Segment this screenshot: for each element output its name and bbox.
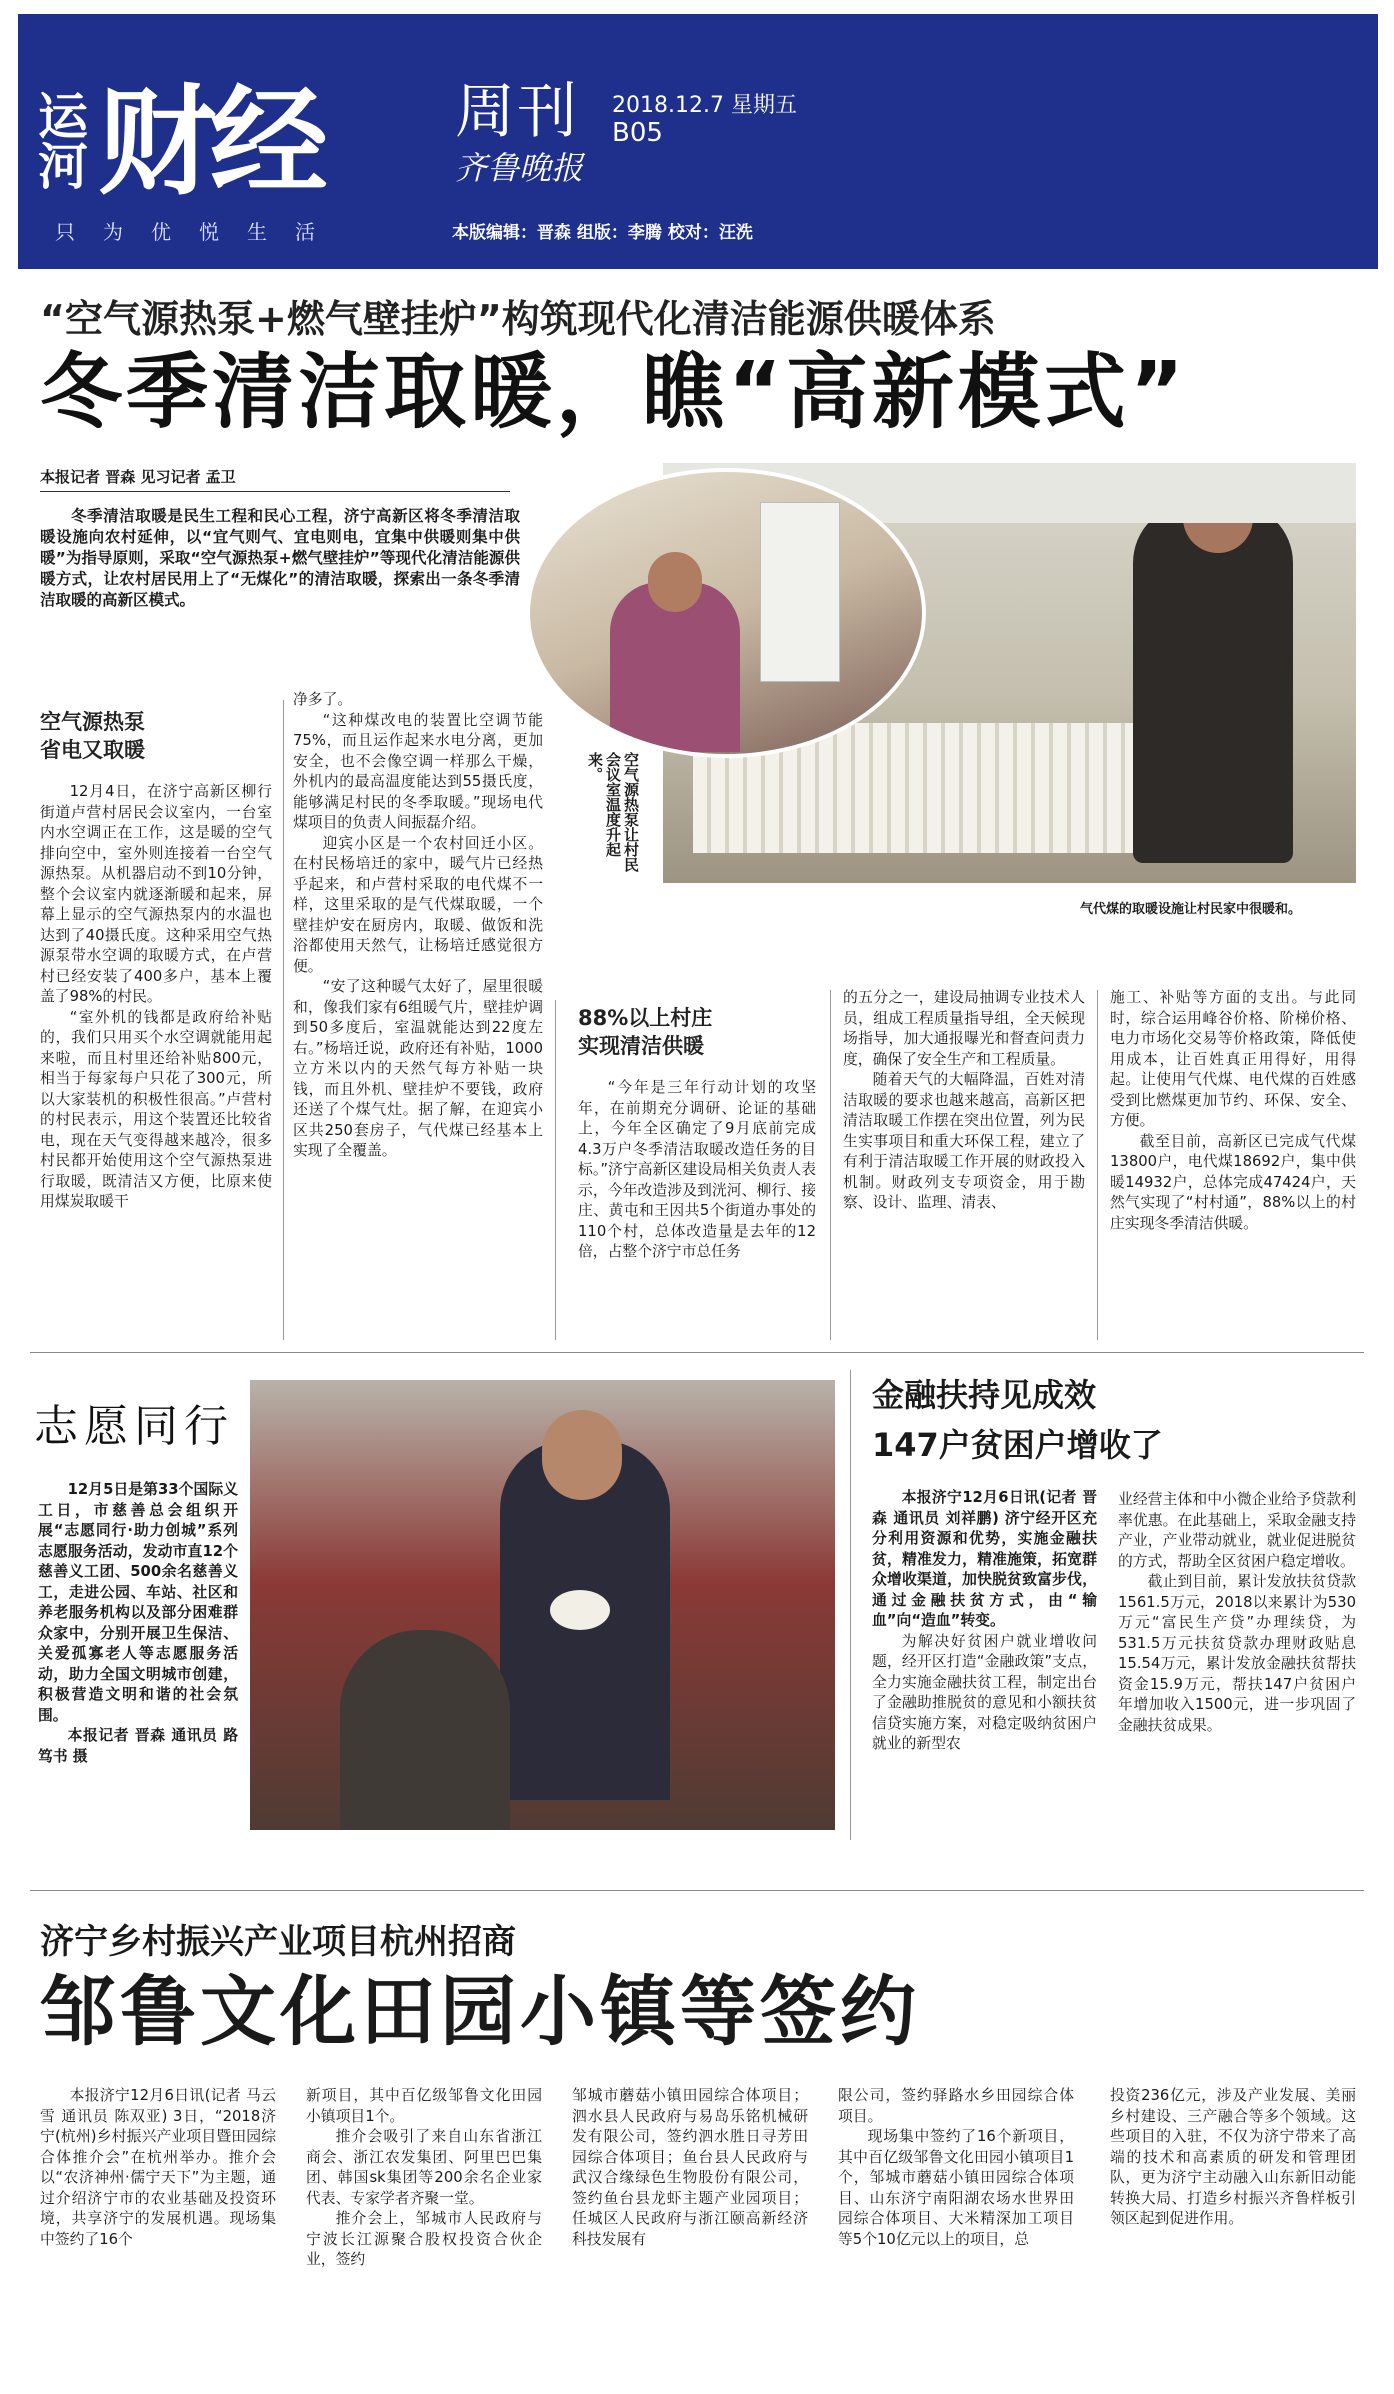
story1-byline: 本报记者 晋森 见习记者 孟卫 (40, 466, 510, 492)
story1-subtitle-b: 88%以上村庄 实现清洁供暖 (578, 1006, 713, 1058)
editors-credit: 本版编辑：晋森 组版：李腾 校对：汪洗 (452, 223, 753, 243)
paragraph: “这种煤改电的装置比空调节能75%，而且运作起来水电分离，更加安全，也不会像空调一样那么干燥，外机内的最高温度能达到55摄氏度，能够满足村民的冬季取暖。”现场电代煤项目的负责人间振磊介绍。 (293, 711, 543, 831)
paragraph: 限公司，签约驿路水乡田园综合体项目。 (838, 2087, 1074, 2125)
paragraph: 的五分之一，建设局抽调专业技术人员，组成工程质量指导组，全天候现场指导，加大通报曝光和督查问责力度，确保了安全生产和工程质量。 (843, 989, 1085, 1068)
paragraph: “室外机的钱都是政府给补贴的，我们只用买个水空调就能用起来啦，而且村里还给补贴800元，相当于每家每户只花了300元，所以大家装机的积极性很高。”卢营村的村民表示，用这个装置还比较省电，现在天气变得越来越冷，很多村民都开始使用这个空气源热泵进行取暖，既清洁又方便，比原来使用煤炭取暖干 (40, 1008, 272, 1210)
story3-headline: 邹鲁文化田园小镇等签约 (40, 1967, 920, 2056)
story3-col5 (1110, 2086, 1356, 2376)
column-divider (283, 700, 284, 1340)
column-divider (555, 1000, 556, 1340)
paragraph: 施工、补贴等方面的支出。与此同时，综合运用峰谷价格、阶梯价格、电力市场化交易等价格政策，降低使用成本，让百姓真正用得好，用得起。让使用气代煤、电代煤的百姓感受到比燃煤更加节约、环保、安全、方便。 (1110, 989, 1356, 1129)
photo1-caption: 气代煤的取暖设施让村民家中很暖和。 (1080, 902, 1302, 917)
story1-headline: 冬季清洁取暖，瞧“高新模式” (40, 345, 1188, 440)
story1-col1 (40, 782, 272, 1342)
paragraph: 迎宾小区是一个农村回迁小区。在村民杨培迁的家中，暖气片已经热乎起来，和卢营村采取的电代煤不一样，这里采取的是气代煤取暖，一个壁挂炉安在厨房内，取暖、做饭和洗浴都使用天然气，让杨培迁感觉很方便。 (293, 834, 543, 975)
finance-col1 (872, 1488, 1097, 1828)
finance-title-1: 金融扶持见成效 (872, 1376, 1097, 1414)
column-divider (850, 1370, 851, 1840)
volunteer-title: 志愿同行 (34, 1401, 234, 1452)
woman-head (648, 552, 702, 612)
volunteer-body (38, 1480, 238, 1830)
story1-col4 (843, 988, 1085, 1340)
photo-volunteers (250, 1380, 835, 1830)
paragraph: 净多了。 (293, 691, 353, 708)
story3-col4 (838, 2086, 1074, 2376)
paragraph: 新项目，其中百亿级邹鲁文化田园小镇项目1个。 (306, 2087, 542, 2125)
column-divider (830, 990, 831, 1340)
paragraph: 推介会吸引了来自山东省浙江商会、浙江农发集团、阿里巴巴集团、韩国sk集团等200余名企业家代表、专家学者齐聚一堂。 (306, 2128, 542, 2207)
paragraph: 12月4日，在济宁高新区柳行街道卢营村居民会议室内，一台室内水空调正在工作，这是暖的空气排向空中，室外则连接着一台空气源热泵。从机器启动不到10分钟，整个会议室内就逐渐暖和起来，屏幕上显示的空气源热泵内的水温也达到了40摄氏度。这种采用空气热源泵带水空调的取暖方式，在卢营村已经安装了400多户，基本上覆盖了98%的村民。 (40, 783, 272, 1005)
newspaper-brand: 齐鲁晚报 (455, 149, 584, 187)
paragraph: 现场集中签约了16个新项目，其中百亿级邹鲁文化田园小镇项目1个，邹城市蘑菇小镇田园综合体项目、山东济宁南阳湖农场水世界田园综合体项目、大米精深加工项目等5个10亿元以上的项目，总 (838, 2128, 1074, 2248)
volunteer-head (542, 1410, 622, 1500)
paragraph: 本报济宁12月6日讯(记者 晋森 通讯员 刘祥鹏) 济宁经开区充分利用资源和优势，实施金融扶贫，精准发力，精准施策，拓宽群众增收渠道，加快脱贫致富步伐，通过金融扶贫方式，由“输血”向“造血”转变。 (872, 1489, 1097, 1629)
section-divider (30, 1352, 1364, 1353)
elderly-man-figure (340, 1630, 510, 1830)
section-divider (30, 1890, 1364, 1891)
story3-col2 (306, 2086, 542, 2376)
photo-inset-meeting-room (526, 468, 926, 758)
paragraph: 随着天气的大幅降温，百姓对清洁取暖的要求也越来越高，高新区把清洁取暖工作摆在突出位置，列为民生实事项目和重大环保工程，建立了有利于清洁取暖工作开展的财政投入机制。财政列支专项资金，用于勘察、设计、监理、清表、 (843, 1071, 1085, 1211)
story3-subhead: 济宁乡村振兴产业项目杭州招商 (40, 1922, 516, 1962)
story3-col3 (572, 2086, 808, 2376)
bowl-shape (550, 1590, 610, 1630)
air-conditioner-shape (760, 502, 840, 682)
column-divider (1097, 990, 1098, 1340)
logo-caijing: 财经 (98, 73, 323, 211)
paragraph: 截止到目前，累计发放扶贫贷款1561.5万元，2018以来累计为530万元“富民生产贷”办理续贷，为531.5万元扶贫贷款办理财政贴息15.54万元，累计发放金融扶贫帮扶资金15.9万元，帮扶147户贫困户年增加收入1500元，进一步巩固了金融扶贫成果。 (1118, 1573, 1356, 1734)
story1-col2 (293, 690, 543, 1340)
story1-col3 (578, 1078, 816, 1340)
finance-title-2: 147户贫困户增收了 (872, 1426, 1163, 1464)
logo-yunhe: 运河 (38, 87, 84, 196)
paragraph: 业经营主体和中小微企业给予贷款利率优惠。在此基础上，采取金融支持产业，产业带动就业，就业促进脱贫的方式，帮助全区贫困户稳定增收。 (1118, 1491, 1356, 1570)
story1-lead: 冬季清洁取暖是民生工程和民心工程，济宁高新区将冬季清洁取暖设施向农村延伸，以“宜气则气、宜电则电，宜集中供暖则集中供暖”为指导原则，采取“空气源热泵+燃气壁挂炉”等现代化清洁能源供暖方式，让农村居民用上了“无煤化”的清洁取暖，探索出一条冬季清洁取暖的高新区模式。 (40, 507, 520, 609)
paragraph: “安了这种暖气太好了，屋里很暖和，像我们家有6组暖气片，壁挂炉调到50多度后，室温就能达到22度左右。”杨培迁说，政府还有补贴，1000立方米以内的天然气每方补贴一块钱，而且外机、壁挂炉不要钱，政府还送了个煤气灶。据了解，在迎宾小区共250套房子，气代煤已经基本上实现了全覆盖。 (293, 978, 543, 1159)
paragraph: 本报记者 晋森 通讯员 路笃书 摄 (38, 1727, 238, 1765)
paragraph: 投资236亿元，涉及产业发展、美丽乡村建设、三产融合等多个领域。这些项目的入驻，不仅为济宁带来了高端的技术和高素质的研发和管理团队，更为济宁主动融入山东新旧动能转换大局、打造乡村振兴齐鲁样板引领区起到促进作用。 (1110, 2087, 1356, 2227)
story3-col1 (40, 2086, 276, 2376)
paragraph: 12月5日是第33个国际义工日，市慈善总会组织开展“志愿同行·助力创城”系列志愿服务活动，发动市直12个慈善义工团、500余名慈善义工，走进公园、车站、社区和养老服务机构以及部分困难群众家中，分别开展卫生保洁、关爱孤寡老人等志愿服务活动，助力全国文明城市创建，积极营造文明和谐的社会氛围。 (38, 1481, 238, 1724)
paragraph: 截至目前，高新区已完成气代煤13800户，电代煤18692户，集中供暖14932户，总体完成47424户，天然气实现了“村村通”，88%以上的村庄实现冬季清洁供暖。 (1110, 1132, 1356, 1232)
issue-date: 2018.12.7 星期五 (612, 93, 797, 118)
paragraph: 推介会上，邹城市人民政府与宁波长江源聚合股权投资合伙企业，签约 (306, 2210, 542, 2268)
weekly-label: 周刊 (455, 77, 579, 147)
finance-col2 (1118, 1490, 1356, 1830)
story1-subhead: “空气源热泵+燃气壁挂炉”构筑现代化清洁能源供暖体系 (40, 297, 996, 341)
story1-col5 (1110, 988, 1356, 1340)
story1-subtitle-a: 空气源热泵 省电又取暖 (40, 710, 145, 762)
paragraph: 为解决好贫困户就业增收问题，经开区打造“金融政策”支点，全力实施金融扶贫工程，制定出台了金融助推脱贫的意见和小额扶贫信贷实施方案，对稳定吸纳贫困户就业的新型农 (872, 1632, 1097, 1752)
slogan: 只为优悦生活 (55, 220, 343, 244)
paragraph: 邹城市蘑菇小镇田园综合体项目；泗水县人民政府与易岛乐铭机械研发有限公司，签约泗水胜日寻芳田园综合体项目；鱼台县人民政府与武汉合缘绿色生物股份有限公司，签约鱼台县龙虾主题产业园项目；任城区人民政府与浙江颐高新经济科技发展有 (572, 2087, 808, 2248)
photo1-caption-vertical: 空气源热泵让村民会议室温度升起来。 (586, 752, 640, 872)
man-figure (1133, 503, 1293, 863)
paragraph: “今年是三年行动计划的攻坚年，在前期充分调研、论证的基础上，今年全区确定了9月底前完成4.3万户冬季清洁取暖改造任务的目标。”济宁高新区建设局相关负责人表示，今年改造涉及到洸河、柳行、接庄、黄屯和王因共5个街道办事处的110个村，总体改造量是去年的12倍，占整个济宁市总任务 (578, 1079, 816, 1260)
paragraph: 本报济宁12月6日讯(记者 马云雪 通讯员 陈双亚) 3日，“2018济宁(杭州)乡村振兴产业项目暨田园综合体推介会”在杭州举办。推介会以“农济神州·儒宁天下”为主题，通过介绍济宁市的农业基础及投资环境，共享济宁的发展机遇。现场集中签约了16个 (40, 2087, 276, 2248)
page-number: B05 (612, 118, 663, 148)
